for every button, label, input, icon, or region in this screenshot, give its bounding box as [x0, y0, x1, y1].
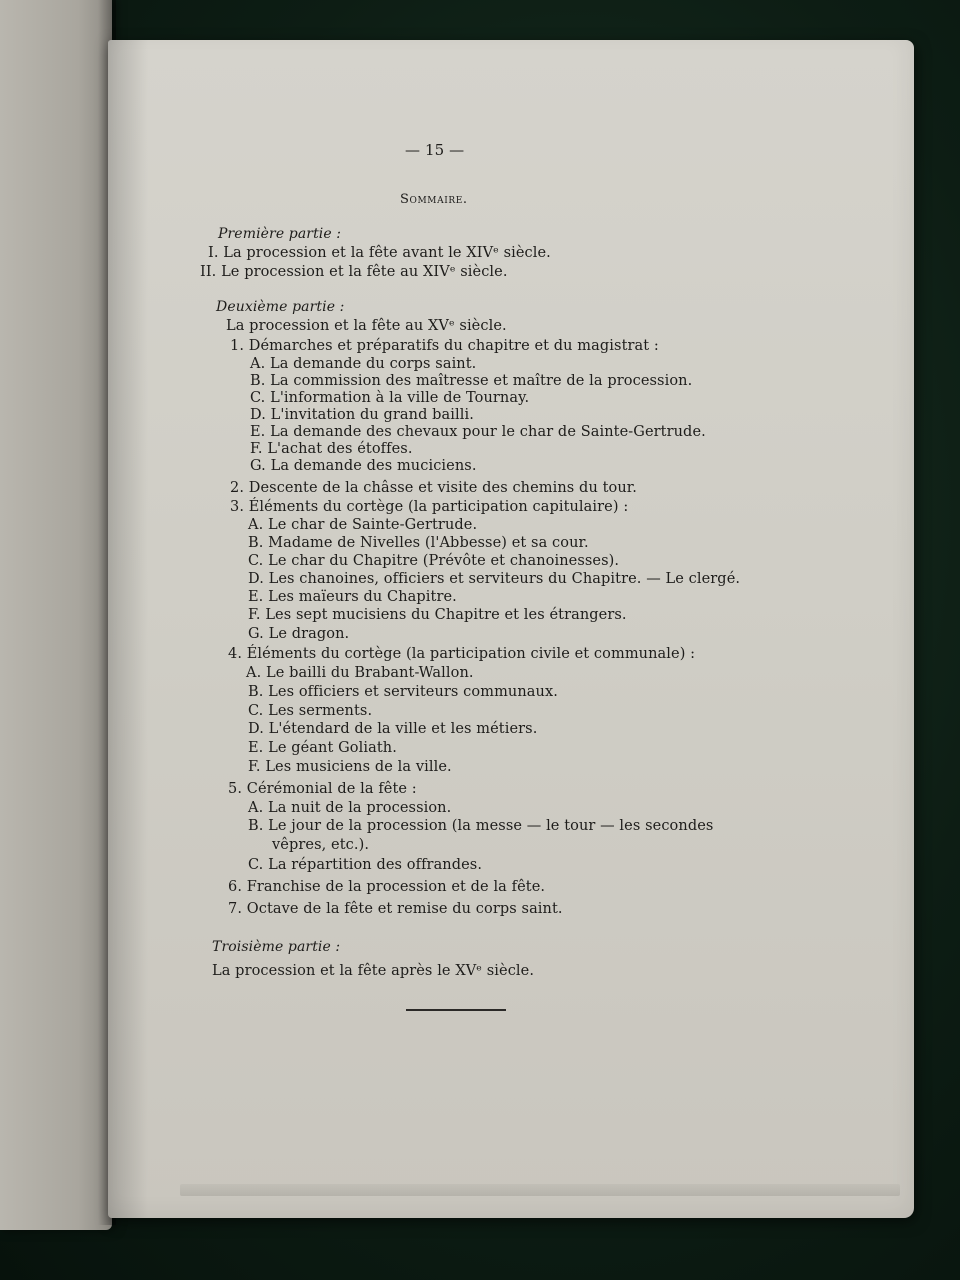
part2-section: 1. Démarches et préparatifs du chapitre et du magistrat : — [230, 338, 659, 354]
part1-heading: Première partie : — [218, 226, 342, 242]
part3-intro: La procession et la fête après le XVᵉ siècle. — [212, 963, 535, 979]
page-title: Sommaire. — [400, 192, 468, 207]
left-page — [0, 0, 112, 1230]
page-gutter-shadow — [108, 40, 148, 1218]
part2-subitem: D. L'invitation du grand bailli. — [250, 407, 474, 423]
part2-subitem: A. La demande du corps saint. — [250, 356, 477, 372]
part3-heading: Troisième partie : — [212, 939, 341, 955]
part2-subitem: G. Le dragon. — [248, 626, 350, 642]
part2-subitem: D. L'étendard de la ville et les métiers. — [248, 721, 538, 737]
part2-subitem: C. Les serments. — [248, 703, 373, 719]
part2-subitem: B. Les officiers et serviteurs communaux. — [248, 684, 558, 700]
part2-subitem: E. Le géant Goliath. — [248, 740, 397, 756]
part2-subitem: E. La demande des chevaux pour le char de Sainte-Gertrude. — [250, 424, 706, 440]
part2-section: 7. Octave de la fête et remise du corps saint. — [228, 901, 563, 917]
part2-subitem: A. Le bailli du Brabant-Wallon. — [246, 665, 474, 681]
part2-subitem: A. Le char de Sainte-Gertrude. — [248, 517, 478, 533]
part2-subitem: B. Le jour de la procession (la messe — le tour — les secondes — [248, 818, 714, 834]
part2-subitem: G. La demande des muciciens. — [250, 458, 477, 474]
closing-rule — [406, 1009, 506, 1011]
part2-subitem: C. Le char du Chapitre (Prévôte et chanoinesses). — [248, 553, 620, 569]
part2-subitem: F. Les sept mucisiens du Chapitre et les étrangers. — [248, 607, 627, 623]
page-bottom-edge — [180, 1184, 900, 1196]
part2-subitem: B. Madame de Nivelles (l'Abbesse) et sa cour. — [248, 535, 589, 551]
part2-section: 3. Éléments du cortège (la participation capitulaire) : — [230, 499, 629, 515]
part1-item: I. La procession et la fête avant le XIVᵉ siècle. — [208, 245, 551, 261]
page-number: — 15 — — [405, 141, 465, 159]
part2-subitem: E. Les maïeurs du Chapitre. — [248, 589, 457, 605]
part2-subitem: D. Les chanoines, officiers et serviteurs du Chapitre. — Le clergé. — [248, 571, 741, 587]
part2-subitem: F. L'achat des étoffes. — [250, 441, 413, 457]
part2-intro: La procession et la fête au XVᵉ siècle. — [226, 318, 507, 334]
part1-item: II. Le procession et la fête au XIVᵉ siècle. — [200, 264, 508, 280]
part2-subitem: A. La nuit de la procession. — [248, 800, 452, 816]
part2-heading: Deuxième partie : — [216, 299, 345, 315]
part2-section: 2. Descente de la châsse et visite des chemins du tour. — [230, 480, 637, 496]
part2-section: 5. Cérémonial de la fête : — [228, 781, 417, 797]
part2-subitem-continuation: vêpres, etc.). — [272, 837, 370, 853]
part2-subitem: B. La commission des maîtresse et maître de la procession. — [250, 373, 693, 389]
part2-section: 6. Franchise de la procession et de la fête. — [228, 879, 546, 895]
part2-subitem: F. Les musiciens de la ville. — [248, 759, 452, 775]
part2-section: 4. Éléments du cortège (la participation civile et communale) : — [228, 646, 696, 662]
book-page — [108, 40, 914, 1218]
part2-subitem: C. L'information à la ville de Tournay. — [250, 390, 530, 406]
part2-subitem: C. La répartition des offrandes. — [248, 857, 483, 873]
